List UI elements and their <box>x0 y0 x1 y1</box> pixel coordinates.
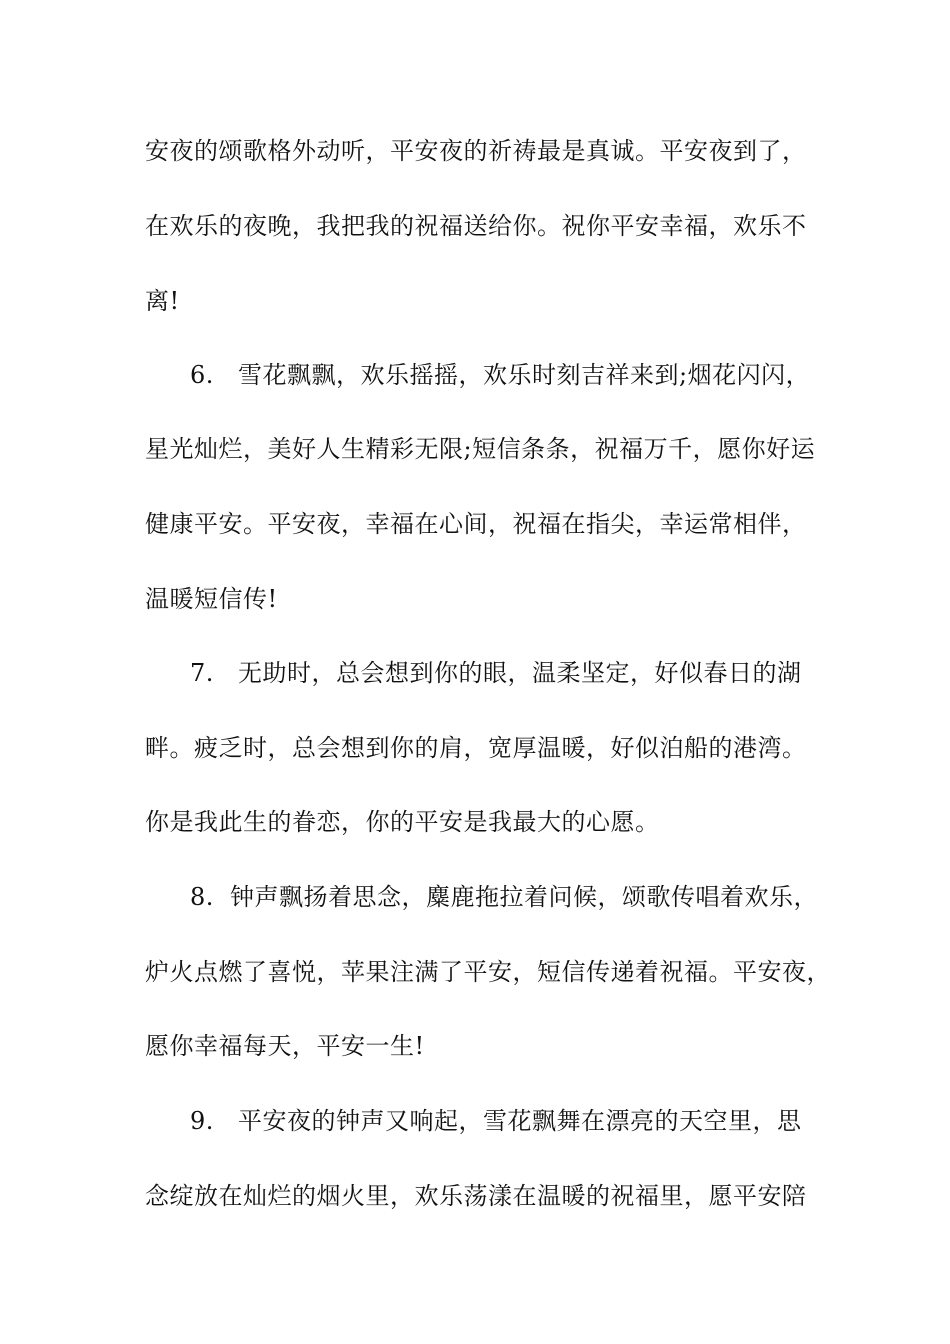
item-number: 9. <box>190 1107 214 1135</box>
item-text: 平安夜的钟声又响起，雪花飘舞在漂亮的天空里，思 <box>238 1107 802 1135</box>
item-text: 无助时，总会想到你的眼，温柔坚定，好似春日的湖 <box>238 659 802 687</box>
list-item-9-first-line <box>190 1106 802 1136</box>
item-number: 8. <box>190 883 214 911</box>
text-line: 炉火点燃了喜悦，苹果注满了平安，短信传递着祝福。平安夜， <box>145 958 831 986</box>
list-item-7-first-line <box>190 658 802 688</box>
item-text: 钟声飘扬着思念，麋鹿拖拉着问候，颂歌传唱着欢乐， <box>230 883 818 911</box>
text-line: 离! <box>145 287 180 315</box>
list-item-8-first-line <box>190 882 818 912</box>
text-line: 健康平安。平安夜，幸福在心间，祝福在指尖，幸运常相伴， <box>145 510 807 538</box>
text-line: 畔。疲乏时，总会想到你的肩，宽厚温暖，好似泊船的港湾。 <box>145 734 807 762</box>
text-line: 星光灿烂，美好人生精彩无限;短信条条，祝福万千，愿你好运 <box>145 435 816 463</box>
text-line: 在欢乐的夜晚，我把我的祝福送给你。祝你平安幸福，欢乐不 <box>145 212 807 240</box>
text-line: 愿你幸福每天，平安一生! <box>145 1032 425 1060</box>
item-text: 雪花飘飘，欢乐摇摇，欢乐时刻吉祥来到;烟花闪闪， <box>238 361 811 389</box>
item-number: 7. <box>190 659 214 687</box>
item-number: 6. <box>190 361 214 389</box>
text-line: 念绽放在灿烂的烟火里，欢乐荡漾在温暖的祝福里，愿平安陪 <box>145 1182 807 1210</box>
text-line: 安夜的颂歌格外动听，平安夜的祈祷最是真诚。平安夜到了， <box>145 137 807 165</box>
text-line: 你是我此生的眷恋，你的平安是我最大的心愿。 <box>145 808 660 836</box>
list-item-6-first-line <box>190 360 810 390</box>
text-line: 温暖短信传! <box>145 585 278 613</box>
